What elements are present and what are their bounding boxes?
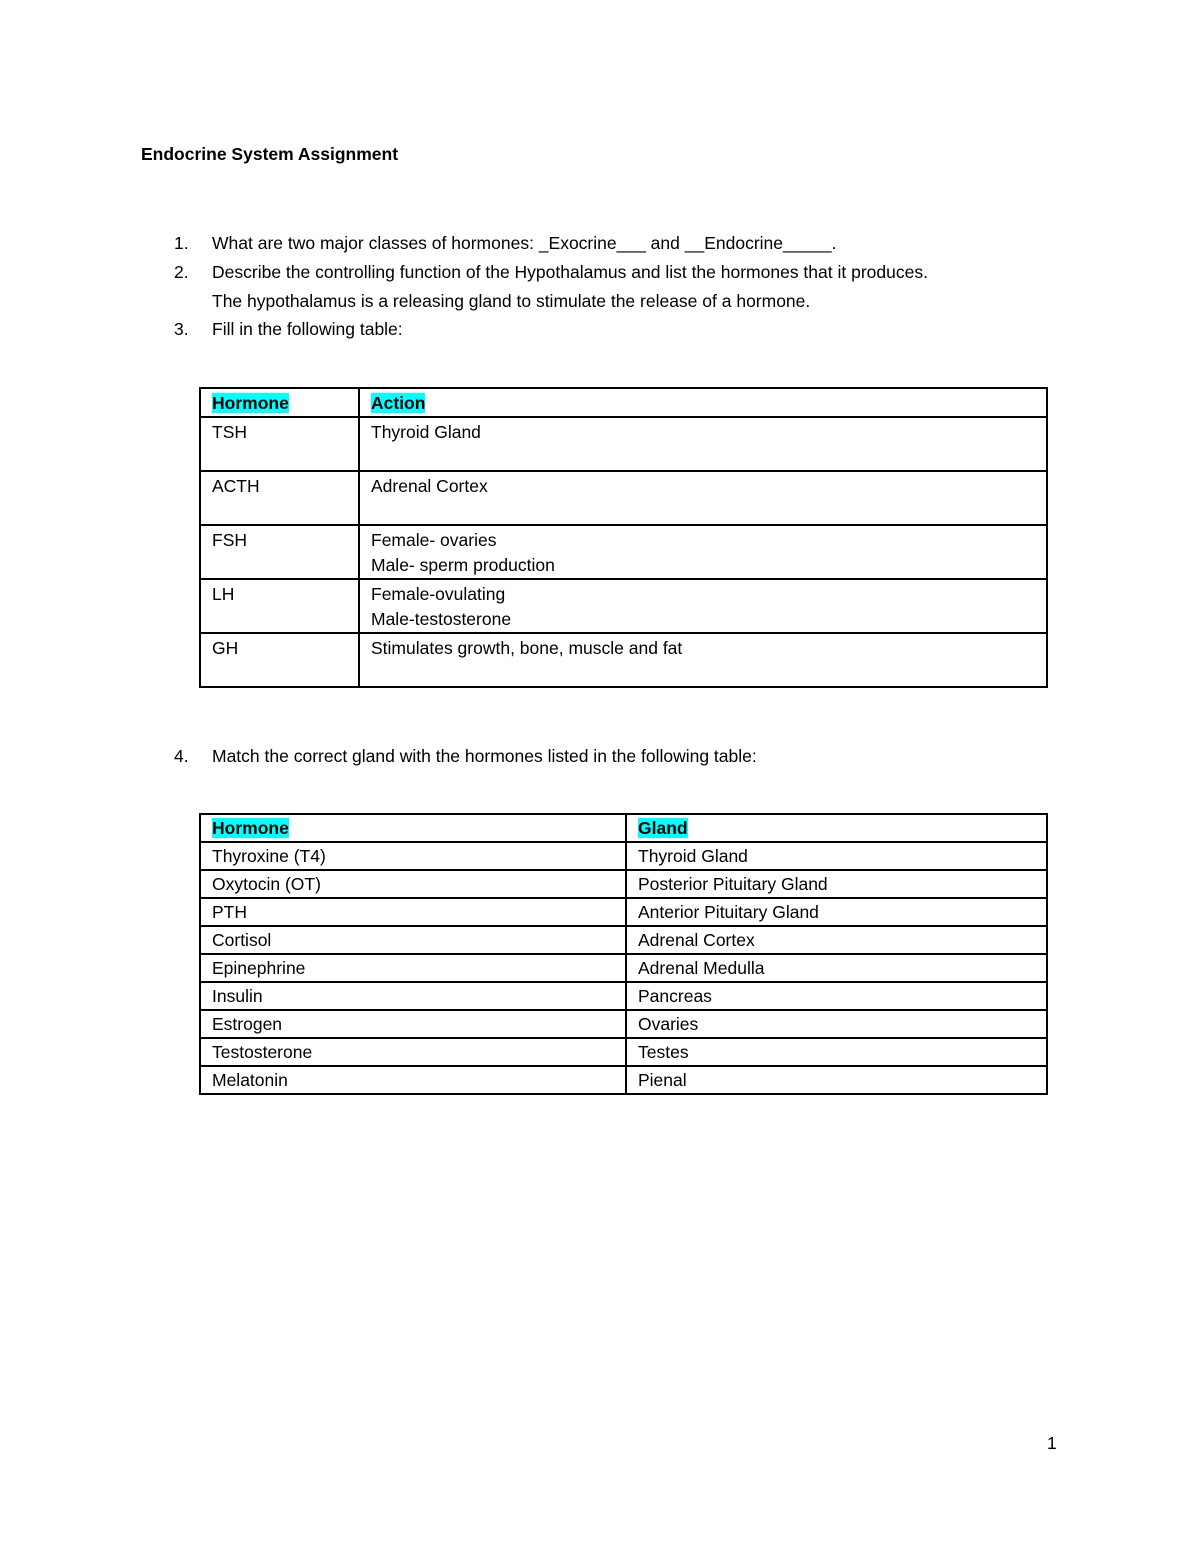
answer-text: The hypothalamus is a releasing gland to stimulate the release of a hormone. xyxy=(212,291,811,311)
action-cell xyxy=(359,471,1047,525)
header-hormone: Hormone xyxy=(212,818,289,838)
action-line: Male- sperm production xyxy=(371,555,555,575)
table-row xyxy=(200,525,1047,579)
hormone-cell: Melatonin xyxy=(200,1066,626,1094)
hormone-cell: Thyroxine (T4) xyxy=(200,842,626,870)
hormone-cell: FSH xyxy=(200,525,359,579)
action-cell xyxy=(359,633,1047,687)
gland-cell: Thyroid Gland xyxy=(626,842,1047,870)
gland-cell: Pienal xyxy=(626,1066,1047,1094)
action-cell xyxy=(359,579,1047,633)
table-row xyxy=(200,954,1047,982)
table-row xyxy=(200,1010,1047,1038)
question-text: Fill in the following table: xyxy=(212,319,403,339)
table-header-row xyxy=(200,814,1047,842)
action-line: Female-ovulating xyxy=(371,584,506,604)
table-row xyxy=(200,1038,1047,1066)
question-text: Match the correct gland with the hormones listed in the following table: xyxy=(212,746,757,766)
question-number: 2. xyxy=(174,262,189,282)
action-cell xyxy=(359,417,1047,471)
page-title: Endocrine System Assignment xyxy=(141,144,399,164)
table-row xyxy=(200,870,1047,898)
page-number: 1 xyxy=(1047,1433,1057,1453)
hormone-cell: GH xyxy=(200,633,359,687)
table-row xyxy=(200,842,1047,870)
action-line: Stimulates growth, bone, muscle and fat xyxy=(371,638,683,658)
table-row xyxy=(200,1066,1047,1094)
table-row xyxy=(200,633,1047,687)
table-row xyxy=(200,926,1047,954)
header-hormone: Hormone xyxy=(212,393,289,413)
question-number: 1. xyxy=(174,233,189,253)
hormone-cell: LH xyxy=(200,579,359,633)
hormone-cell: Cortisol xyxy=(200,926,626,954)
action-line: Adrenal Cortex xyxy=(371,476,488,496)
hormone-cell: Epinephrine xyxy=(200,954,626,982)
gland-cell: Anterior Pituitary Gland xyxy=(626,898,1047,926)
table-row xyxy=(200,471,1047,525)
table-row xyxy=(200,579,1047,633)
gland-cell: Adrenal Medulla xyxy=(626,954,1047,982)
question-text: What are two major classes of hormones: _Exocrine___ and __Endocrine_____. xyxy=(212,233,837,253)
gland-cell: Testes xyxy=(626,1038,1047,1066)
table-row xyxy=(200,898,1047,926)
action-line: Male-testosterone xyxy=(371,609,512,629)
hormone-cell: Estrogen xyxy=(200,1010,626,1038)
question-number: 4. xyxy=(174,746,189,766)
hormone-cell: Testosterone xyxy=(200,1038,626,1066)
gland-cell: Ovaries xyxy=(626,1010,1047,1038)
action-line: Thyroid Gland xyxy=(371,422,481,442)
gland-cell: Adrenal Cortex xyxy=(626,926,1047,954)
gland-cell: Posterior Pituitary Gland xyxy=(626,870,1047,898)
gland-cell: Pancreas xyxy=(626,982,1047,1010)
header-gland: Gland xyxy=(638,818,688,838)
question-number: 3. xyxy=(174,319,189,339)
header-cell xyxy=(626,814,1047,842)
header-cell xyxy=(200,814,626,842)
table-header-row xyxy=(200,388,1047,417)
hormone-action-table xyxy=(199,387,1048,688)
hormone-cell: PTH xyxy=(200,898,626,926)
header-action: Action xyxy=(371,393,426,413)
hormone-cell: Oxytocin (OT) xyxy=(200,870,626,898)
header-cell xyxy=(200,388,359,417)
header-cell xyxy=(359,388,1047,417)
action-cell xyxy=(359,525,1047,579)
hormone-cell: Insulin xyxy=(200,982,626,1010)
table-row xyxy=(200,982,1047,1010)
action-line: Female- ovaries xyxy=(371,530,497,550)
table-row xyxy=(200,417,1047,471)
question-text: Describe the controlling function of the Hypothalamus and list the hormones that it produces. xyxy=(212,262,928,282)
hormone-cell: TSH xyxy=(200,417,359,471)
hormone-gland-table xyxy=(199,813,1048,1095)
hormone-cell: ACTH xyxy=(200,471,359,525)
